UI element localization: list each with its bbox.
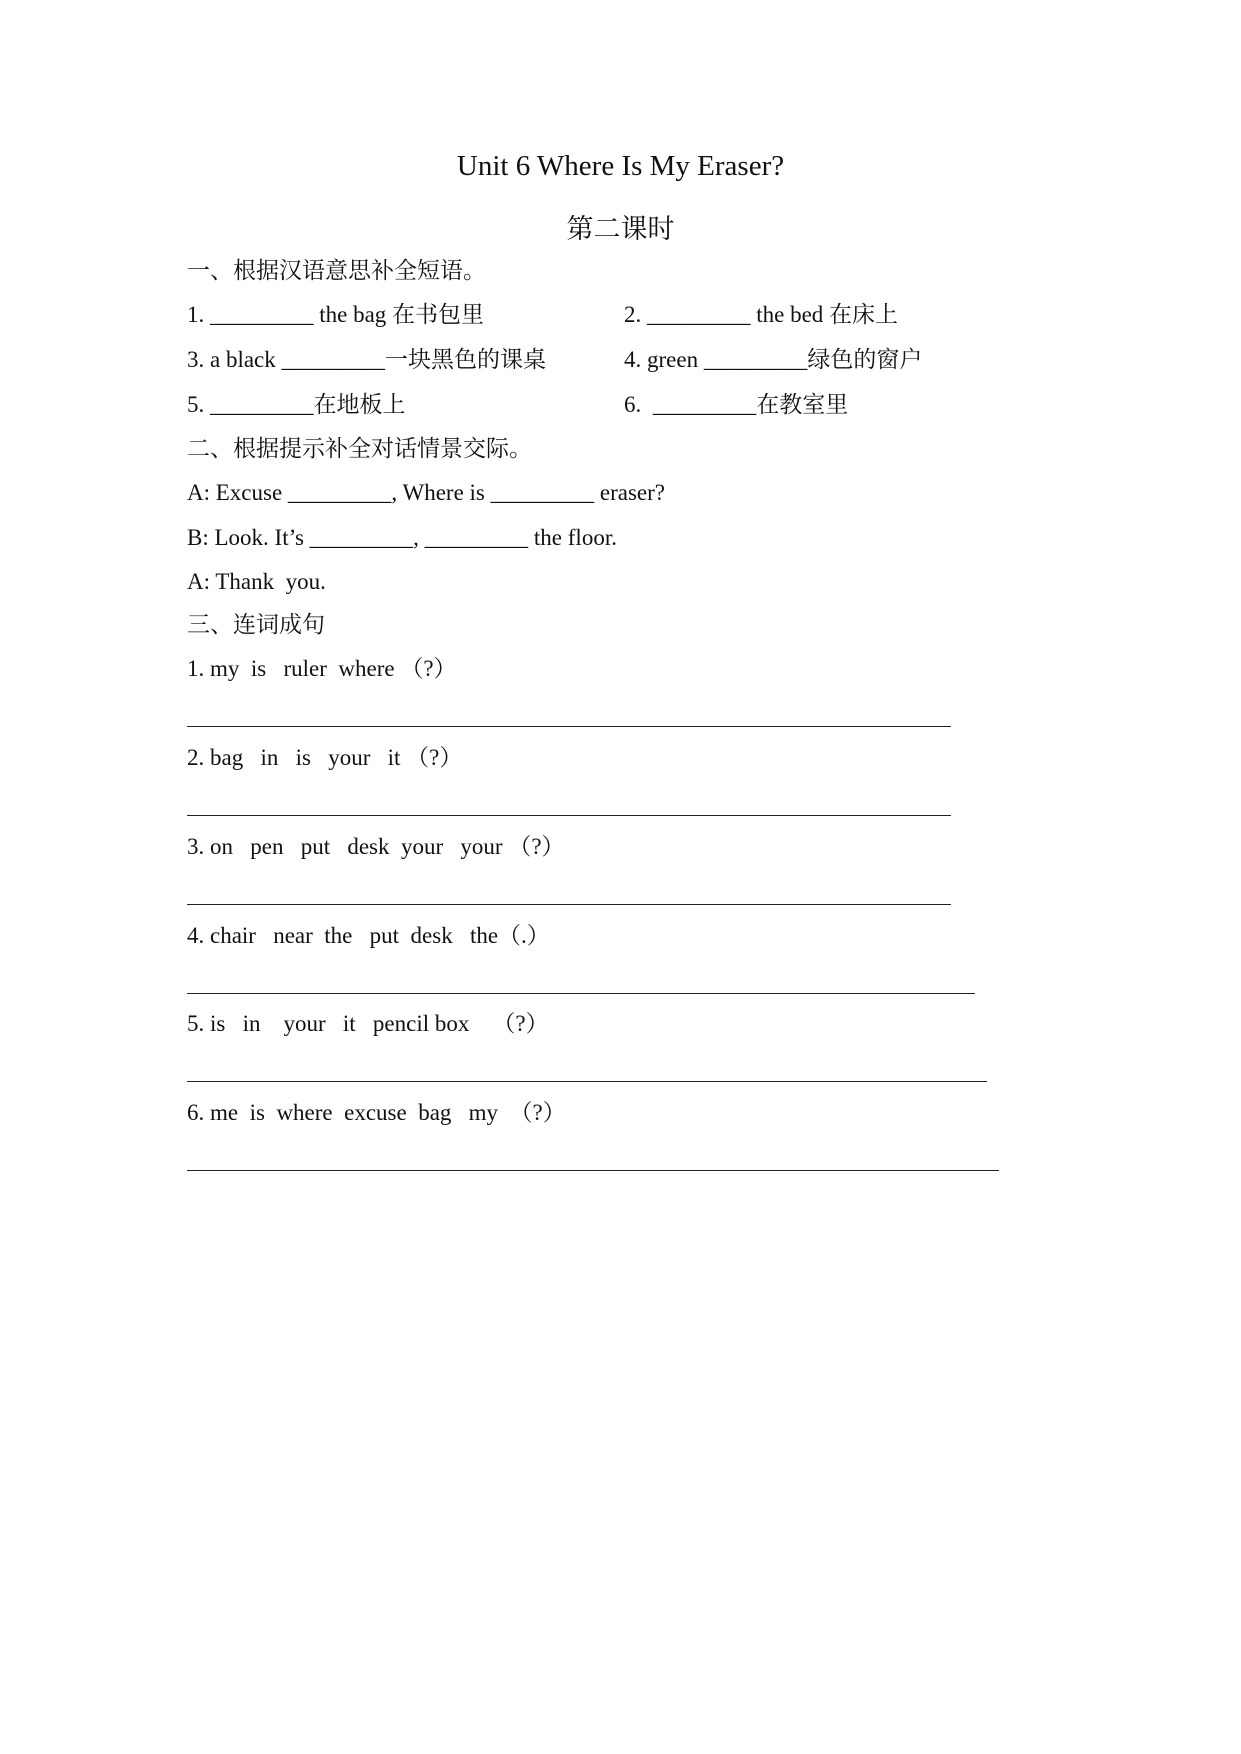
sentence-item-1: 1. my is ruler where （?）	[187, 656, 457, 681]
sentence-item-2: 2. bag in is your it （?）	[187, 745, 463, 770]
sentence-item-6: 6. me is where excuse bag my （?）	[187, 1100, 566, 1125]
sentence-item-4: 4. chair near the put desk the（.）	[187, 923, 550, 948]
dialogue-line-2: B: Look. It’s _________, _________ the floor.	[187, 525, 617, 550]
section-3-heading: 三、连词成句	[187, 612, 325, 637]
answer-line-1[interactable]	[187, 726, 951, 727]
phrase-item-1: 1. _________ the bag 在书包里	[187, 302, 485, 327]
sentence-item-3: 3. on pen put desk your your （?）	[187, 834, 565, 859]
phrase-item-3: 3. a black _________一块黑色的课桌	[187, 347, 547, 372]
lesson-subtitle: 第二课时	[566, 214, 675, 244]
page-title: Unit 6 Where Is My Eraser?	[456, 150, 785, 182]
section-1-heading: 一、根据汉语意思补全短语。	[187, 258, 486, 283]
dialogue-line-1: A: Excuse _________, Where is _________ eraser?	[187, 480, 665, 505]
dialogue-line-3: A: Thank you.	[187, 569, 326, 594]
sentence-item-5: 5. is in your it pencil box （?）	[187, 1011, 549, 1036]
answer-line-2[interactable]	[187, 815, 951, 816]
phrase-item-4: 4. green _________绿色的窗户	[624, 347, 923, 372]
phrase-item-6: 6. _________在教室里	[624, 392, 849, 417]
phrase-item-2: 2. _________ the bed 在床上	[624, 302, 899, 327]
answer-line-4[interactable]	[187, 993, 975, 994]
answer-line-6[interactable]	[187, 1170, 999, 1171]
section-2-heading: 二、根据提示补全对话情景交际。	[187, 436, 532, 461]
answer-line-5[interactable]	[187, 1081, 987, 1082]
answer-line-3[interactable]	[187, 904, 951, 905]
phrase-item-5: 5. _________在地板上	[187, 392, 406, 417]
